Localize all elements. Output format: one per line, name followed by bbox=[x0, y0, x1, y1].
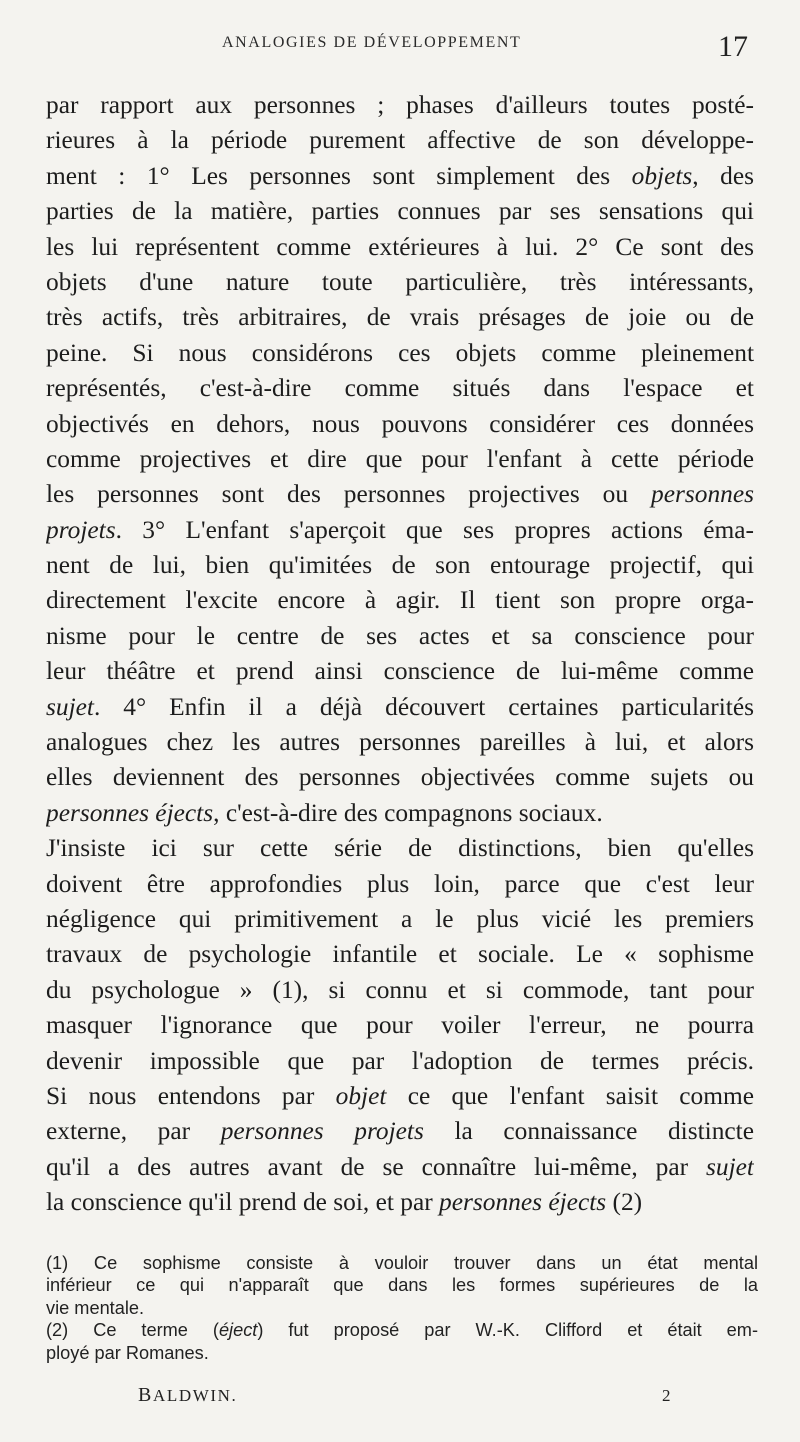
body_lines-line bbox=[46, 583, 754, 618]
body_lines-italic-text: sujet bbox=[706, 1152, 754, 1181]
body_lines-text: très actifs, très arbitraires, de vrais présages de joie ou de bbox=[46, 303, 754, 332]
body_lines-text: qu'il a des autres avant de se connaître lui-même, par bbox=[46, 1152, 707, 1181]
body_lines-line bbox=[46, 1114, 754, 1149]
body_lines-text: , c'est-à-dire des compagnons sociaux. bbox=[213, 798, 603, 827]
body_lines-text: (2) bbox=[606, 1188, 643, 1217]
body_lines-line bbox=[46, 194, 754, 229]
body_lines-text: ment : 1° Les personnes sont simplement des bbox=[46, 161, 632, 190]
body_lines-text: externe, par bbox=[46, 1117, 221, 1146]
body_lines-line bbox=[46, 513, 754, 548]
body_lines-line bbox=[46, 1079, 754, 1114]
body_lines-line bbox=[46, 1008, 754, 1043]
body_lines-text: , des bbox=[692, 161, 754, 190]
footnotes bbox=[46, 1252, 758, 1364]
body_lines-italic-text: objet bbox=[335, 1081, 387, 1110]
body_lines-text: par rapport aux personnes ; phases d'ailleurs toutes posté- bbox=[46, 91, 754, 119]
body_lines-text: les personnes sont des personnes projectives ou bbox=[46, 480, 652, 509]
body_lines-text: représentés, c'est-à-dire comme situés dans l'espace et bbox=[46, 374, 754, 403]
body_lines-text: doivent être approfondies plus loin, parce que c'est leur bbox=[46, 869, 754, 898]
body_lines-text: objectivés en dehors, nous pouvons considérer ces données bbox=[46, 409, 754, 438]
running-title: ANALOGIES DE DÉVELOPPEMENT bbox=[222, 34, 522, 51]
body_lines-text: objets d'une nature toute particulière, très intéressants, bbox=[46, 267, 754, 296]
body_lines-line bbox=[46, 1044, 754, 1079]
body_lines-line bbox=[46, 407, 754, 442]
body_lines-line bbox=[46, 336, 754, 371]
footnote_lines-line bbox=[46, 1274, 758, 1296]
body_lines-italic-text: personnes bbox=[651, 480, 754, 509]
body_lines-italic-text: personnes éjects bbox=[46, 798, 214, 827]
footnote_lines-line bbox=[46, 1342, 758, 1364]
body_lines-line bbox=[46, 760, 754, 795]
footnote_lines-italic-text: éject bbox=[218, 1320, 258, 1341]
body_lines-text: analogues chez les autres personnes pareilles à lui, et alors bbox=[46, 728, 754, 757]
body_lines-text: directement l'excite encore à agir. Il tient son propre orga- bbox=[46, 586, 754, 615]
body_lines-line bbox=[46, 477, 754, 512]
body_lines-text: travaux de psychologie infantile et sociale. Le « sophisme bbox=[46, 940, 754, 969]
footnote_lines-line bbox=[46, 1252, 758, 1274]
body_lines-italic-text: personnes éjects bbox=[439, 1188, 607, 1217]
body_lines-line bbox=[46, 796, 754, 831]
body_lines-line bbox=[46, 973, 754, 1008]
body_lines-text: . 4° Enfin il a déjà découvert certaines particularités bbox=[93, 692, 754, 721]
body_lines-line bbox=[46, 654, 754, 689]
body_lines-line bbox=[46, 1150, 754, 1185]
body_lines-text: J'insiste ici sur cette série de distinctions, bien qu'elles bbox=[46, 834, 754, 863]
sheet-number: 2 bbox=[662, 1386, 671, 1405]
body_lines-line bbox=[46, 831, 754, 866]
body_lines-text: elles deviennent des personnes objectivées comme sujets ou bbox=[46, 763, 754, 792]
body_lines-line bbox=[46, 619, 754, 654]
body_lines-text: peine. Si nous considérons ces objets comme pleinement bbox=[46, 338, 754, 367]
body_lines-italic-text: projets bbox=[46, 515, 116, 544]
body_lines-text: Si nous entendons par bbox=[46, 1081, 336, 1110]
body_lines-line bbox=[46, 300, 754, 335]
body_lines-line bbox=[46, 937, 754, 972]
body_lines-italic-text: sujet bbox=[46, 692, 94, 721]
body_lines-text: les lui représentent comme extérieures à lui. 2° Ce sont des bbox=[46, 232, 754, 261]
printer-signature: BALDWIN. bbox=[138, 1384, 238, 1406]
body_lines-text: ce que l'enfant saisit comme bbox=[386, 1081, 754, 1110]
body_lines-line bbox=[46, 265, 754, 300]
body_lines-line bbox=[46, 88, 754, 123]
footnote_lines-text: (2) Ce terme ( bbox=[46, 1320, 219, 1341]
body_lines-line bbox=[46, 371, 754, 406]
body_lines-line bbox=[46, 159, 754, 194]
footnote_lines-text: ployé par Romanes. bbox=[46, 1342, 209, 1363]
body_lines-line bbox=[46, 548, 754, 583]
body_lines-line bbox=[46, 230, 754, 265]
footnote_lines-line bbox=[46, 1297, 758, 1319]
body_lines-italic-text: objets bbox=[631, 161, 693, 190]
body_lines-text: leur théâtre et prend ainsi conscience de lui-même comme bbox=[46, 657, 754, 686]
footnote_lines-text: inférieur ce qui n'apparaît que dans les formes supérieures de la bbox=[46, 1275, 758, 1296]
footnote_lines-text: ) fut proposé par W.-K. Clifford et était em- bbox=[257, 1320, 758, 1341]
body_lines-line bbox=[46, 1185, 754, 1220]
body_lines-line bbox=[46, 690, 754, 725]
body_lines-text: . 3° L'enfant s'aperçoit que ses propres actions éma- bbox=[115, 515, 754, 544]
body_lines-text: du psychologue » (1), si connu et si commode, tant pour bbox=[46, 975, 754, 1004]
page-number: 17 bbox=[718, 30, 748, 63]
footnote_lines-text: vie mentale. bbox=[46, 1297, 145, 1318]
body_lines-line bbox=[46, 442, 754, 477]
body_lines-line bbox=[46, 902, 754, 937]
body_lines-text: négligence qui primitivement a le plus vicié les premiers bbox=[46, 904, 754, 933]
body-text bbox=[46, 88, 754, 1221]
body_lines-text: nisme pour le centre de ses actes et sa conscience pour bbox=[46, 621, 754, 650]
body_lines-text: la conscience qu'il prend de soi, et par bbox=[46, 1188, 440, 1217]
footnote_lines-line bbox=[46, 1319, 758, 1341]
footnote_lines-text: (1) Ce sophisme consiste à vouloir trouver dans un état mental bbox=[46, 1253, 758, 1273]
body_lines-text: masquer l'ignorance que pour voiler l'erreur, ne pourra bbox=[46, 1011, 754, 1040]
body_lines-italic-text: personnes projets bbox=[220, 1117, 424, 1146]
body_lines-line bbox=[46, 123, 754, 158]
body_lines-text: devenir impossible que par l'adoption de termes précis. bbox=[46, 1046, 754, 1075]
body_lines-line bbox=[46, 867, 754, 902]
body_lines-text: parties de la matière, parties connues par ses sensations qui bbox=[46, 197, 754, 226]
body_lines-text: rieures à la période purement affective de son développe- bbox=[46, 126, 754, 155]
body_lines-text: nent de lui, bien qu'imitées de son entourage projectif, qui bbox=[46, 551, 754, 580]
body_lines-text: la connaissance distincte bbox=[423, 1117, 754, 1146]
page-header bbox=[0, 30, 800, 70]
body_lines-text: comme projectives et dire que pour l'enfant à cette période bbox=[46, 444, 754, 473]
body_lines-line bbox=[46, 725, 754, 760]
